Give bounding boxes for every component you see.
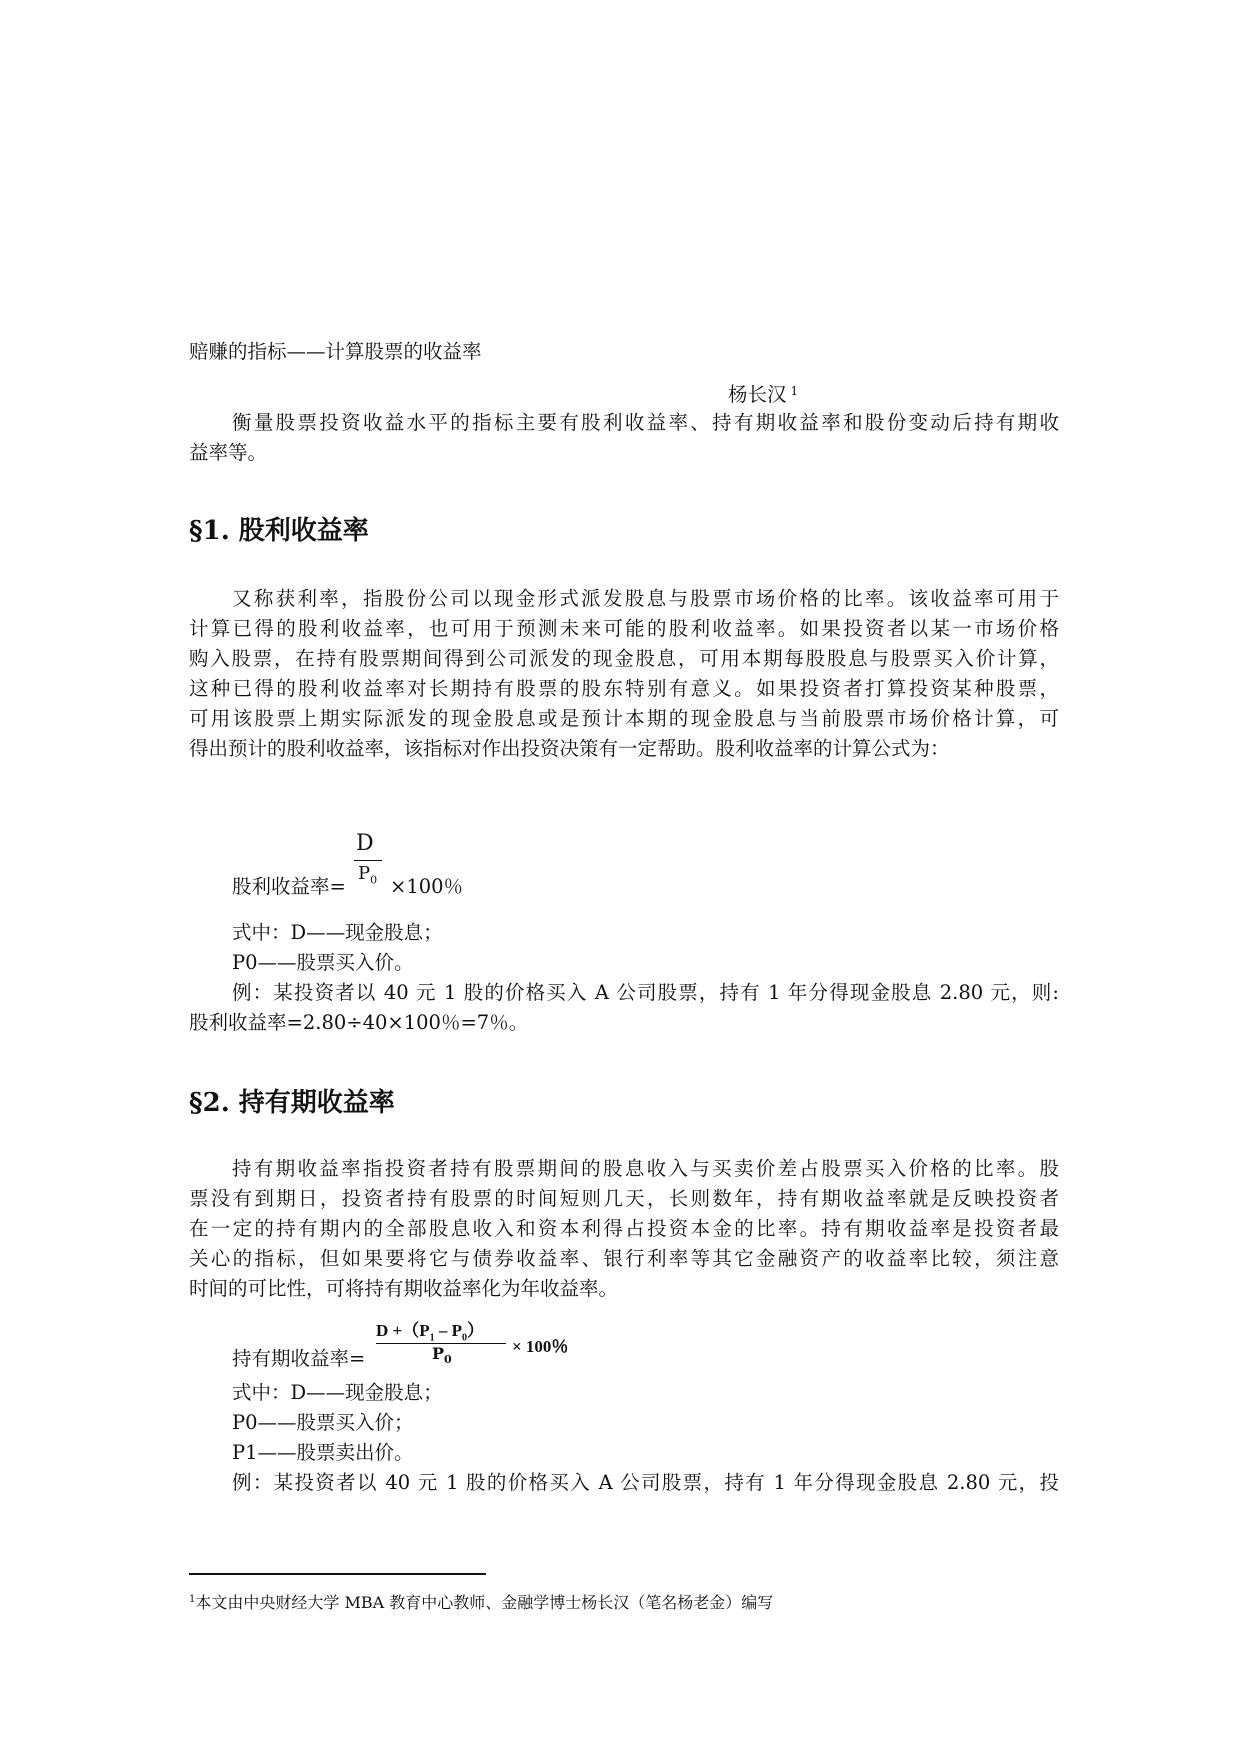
where-line: 式中：D——现金股息； [232,1381,443,1404]
paragraph-line: 在一定的持有期内的全部股息收入和资本利得占投资本金的比率。持有期收益率是投资者最 [189,1217,1059,1240]
footnote-mark: 1 [189,1594,196,1605]
paragraph-line: 购入股票，在持有股票期间得到公司派发的现金股息，可用本期每股股息与股票买入价计算， [189,647,1059,670]
where-line: P1——股票卖出价。 [232,1441,414,1464]
formula-suffix: ×100％ [390,875,464,898]
formula-numerator: D [356,831,374,856]
example-line: 例：某投资者以 40 元 1 股的价格买入 A 公司股票，持有 1 年分得现金股息 2.80 元，投 [232,1471,1059,1494]
footnote [189,1588,773,1615]
where-line: P0——股票买入价； [232,1411,414,1434]
document-title: 赔赚的指标——计算股票的收益率 [189,340,482,363]
section-heading-2: §2. 持有期收益率 [189,1088,395,1118]
paragraph-line: 这种已得的股利收益率对长期持有股票的股东特别有意义。如果投资者打算投资某种股票， [189,677,1059,700]
result-line: 股利收益率=2.80÷40×100％=7％。 [189,1011,529,1034]
footnote-mark: 1 [790,384,799,398]
where-line: P0——股票买入价。 [232,951,414,974]
paragraph-line: 计算已得的股利收益率，也可用于预测未来可能的股利收益率。如果投资者以某一市场价格 [189,617,1059,640]
paragraph-line: 关心的指标，但如果要将它与债券收益率、银行利率等其它金融资产的收益率比较，须注意 [189,1247,1059,1270]
paragraph-line: 票没有到期日，投资者持有股票的时间短则几天，长则数年，持有期收益率就是反映投资者 [189,1187,1059,1210]
paragraph-line: 得出预计的股利收益率，该指标对作出投资决策有一定帮助。股利收益率的计算公式为： [189,737,950,760]
formula-label: 持有期收益率= [232,1347,366,1370]
author-line [728,376,798,410]
formula-label: 股利收益率= [232,875,346,898]
paragraph-line: 持有期收益率指投资者持有股票期间的股息收入与买卖价差占股票买入价格的比率。股 [232,1157,1059,1180]
paragraph-line: 又称获利率，指股份公司以现金形式派发股息与股票市场价格的比率。该收益率可用于 [232,587,1059,610]
formula-denominator: $P_0$ [358,863,378,887]
formula-denominator: $P_0$ [432,1344,452,1367]
where-line: 式中：D——现金股息； [232,921,443,944]
paragraph-line: 可用该股票上期实际派发的现金股息或是预计本期的现金股息与当前股票市场价格计算，可 [189,707,1059,730]
formula-suffix: × 100％ [512,1337,569,1356]
footnote-separator [189,1573,486,1575]
example-line: 例：某投资者以 40 元 1 股的价格买入 A 公司股票，持有 1 年分得现金股息 2.80 元，则: [232,981,1059,1004]
intro-line: 衡量股票投资收益水平的指标主要有股利收益率、持有期收益率和股份变动后持有期收 [232,411,1059,434]
fraction-bar [354,860,382,861]
footnote-text: 本文由中央财经大学 MBA 教育中心教师、金融学博士杨长汉（笔名杨老金）编写 [195,1593,774,1612]
intro-line: 益率等。 [189,441,268,464]
formula-numerator: $D +(P_1 - P_0)$ [376,1321,484,1344]
author-name: 杨长汉 [728,383,787,406]
paragraph-line: 时间的可比性，可将持有期收益率化为年收益率。 [189,1277,619,1300]
section-heading-1: §1. 股利收益率 [189,516,369,546]
